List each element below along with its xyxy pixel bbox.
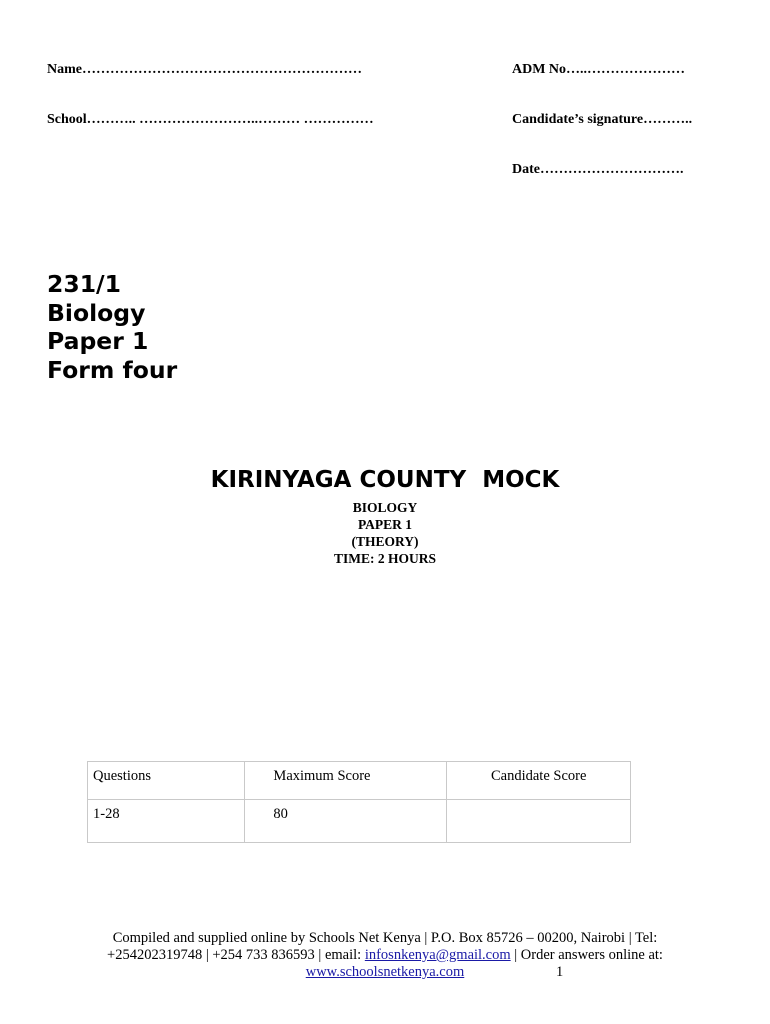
exam-subject: BIOLOGY (352, 500, 418, 515)
form-level: Form four (47, 355, 178, 384)
footer-line-3 (0, 964, 770, 981)
footer-order-text: | Order answers online at: (510, 947, 663, 963)
cell-questions: 1-28 (88, 800, 245, 843)
footer-line-2 (0, 947, 770, 964)
table-header-row (88, 762, 631, 800)
header-candidate-score: Candidate Score (447, 762, 631, 800)
paper-code: 231/1 (47, 270, 121, 298)
email-link[interactable]: infosnkenya@gmail.com (364, 947, 511, 963)
score-table (87, 761, 631, 843)
date-field: Date…………………………. (512, 162, 684, 177)
footer (0, 930, 770, 981)
header-maximum-score: Maximum Score (245, 762, 447, 800)
cell-maximum-score: 80 (245, 800, 447, 843)
exam-type: (THEORY) (351, 534, 419, 549)
school-field: School……….. ……………………..……… …………… (47, 112, 374, 127)
paper-number: Paper 1 (47, 327, 149, 355)
subject-block (47, 270, 177, 384)
subject-name: Biology (47, 298, 146, 327)
exam-time: TIME: 2 HOURS (333, 551, 436, 566)
exam-paper: PAPER 1 (357, 517, 413, 532)
name-field: Name…………………………………………………… (47, 62, 362, 77)
adm-no-field: ADM No…..………………… (512, 62, 686, 77)
exam-info (0, 499, 770, 567)
footer-line-1: Compiled and supplied online by Schools Net Kenya | P.O. Box 85726 – 00200, Nairobi | Tel: (112, 930, 658, 946)
footer-phones: +254202319748 | +254 733 836593 | email: (107, 947, 365, 963)
cell-candidate-score (447, 800, 631, 843)
candidate-signature-field: Candidate’s signature……….. (512, 112, 693, 127)
page-number: 1 (556, 964, 564, 980)
website-link[interactable]: www.schoolsnetkenya.com (305, 964, 465, 980)
exam-title: KIRINYAGA COUNTY MOCK (210, 467, 560, 493)
header-questions: Questions (88, 762, 245, 800)
table-row (88, 800, 631, 843)
